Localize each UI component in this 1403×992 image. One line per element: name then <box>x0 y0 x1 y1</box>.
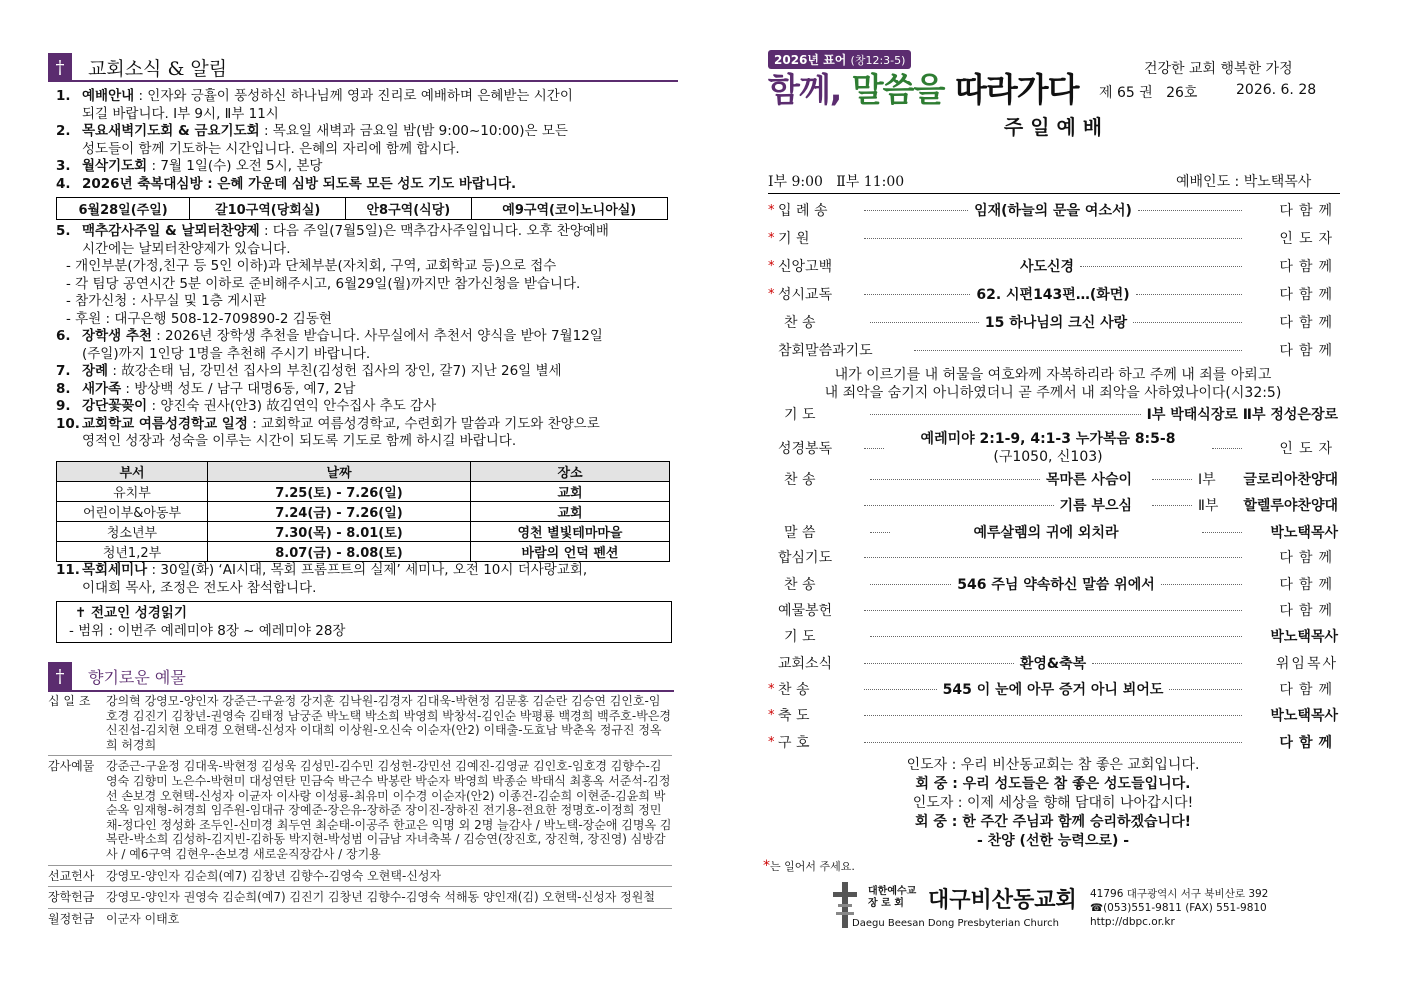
offering-header-title: 향기로운 예물 <box>88 667 186 687</box>
cross-icon: † <box>48 53 72 81</box>
theme-title: 함께, 말씀을 따라가다 <box>768 70 1079 109</box>
offering-list <box>48 694 672 926</box>
news-header-title: 교회소식 & 알림 <box>88 57 228 80</box>
visit-cell: 안8구역(식당) <box>346 198 471 220</box>
bible-reading-box <box>56 601 672 643</box>
order-row: 참회말씀과기도 다함께 <box>778 343 1338 359</box>
news-item-1: 1. 예배안내 : 인자와 긍휼이 풍성하신 하나님께 영과 진리로 예배하며 은혜받는 시간이 되길 바랍니다. Ⅰ부 9시, Ⅱ부 11시 <box>56 88 573 122</box>
table-row: 청년1,2부 8.07(금) - 8.08(토) 바람의 언덕 펜션 <box>57 542 670 562</box>
news-list-3 <box>56 562 676 597</box>
service-leader: 예배인도 : 박노택목사 <box>1176 174 1312 190</box>
church-name-en: Daegu Beesan Dong Presbyterian Church <box>852 918 1059 929</box>
order-row: * 신앙고백 사도신경 다함께 <box>768 258 1338 275</box>
order-row: 기 도 박노택목사 <box>784 629 1338 645</box>
news-header-line <box>48 80 678 82</box>
offering-header-line <box>48 690 674 692</box>
offering-row: 선교헌사 강영모-양인자 김순희(예7) 김창년 김향수-김영숙 오현택-신성자 <box>48 868 442 883</box>
table-row: 어린이부&아동부 7.24(금) - 7.26(일) 교회 <box>57 502 670 522</box>
bible-reading-range: - 범위 : 이번주 예레미야 8장 ~ 예레미야 28장 <box>69 623 346 639</box>
news-item-11: 11. 목회세미나 : 30일(화) ‘AI시대, 목회 프롬프트의 실제’ 세미나, 오전 10시 더사랑교회, 이대희 목사, 조정은 전도사 참석합니다. <box>56 562 588 596</box>
church-url[interactable]: http://dbpc.or.kr <box>1090 916 1175 928</box>
news-item-4: 4. 2026년 축복대심방 : 은혜 가운데 심방 되도록 모든 성도 기도 바랍니다. <box>56 175 517 192</box>
cross-icon: † <box>48 662 72 690</box>
camp-header: 날짜 <box>208 462 471 482</box>
camp-table <box>56 461 670 562</box>
divider <box>48 908 672 909</box>
offering-row: 월정헌금 이군자 이태호 <box>48 911 180 926</box>
table-row: 유치부 7.25(토) - 7.26(일) 교회 <box>57 482 670 502</box>
visit-cell: 6월28일(주일) <box>57 198 190 220</box>
news-item-7: 7. 장례 : 故강손태 님, 강민선 집사의 부친(김성헌 집사의 장인, 갈7) 지난 26일 별세 <box>56 363 562 379</box>
call-leader-1: 인도자 : 우리 비산동교회는 참 좋은 교회입니다. <box>906 757 1200 773</box>
bible-reading-title: ✝ 전교인 성경읽기 <box>75 605 187 621</box>
news-item-3: 3. 월삭기도회 : 7월 1일(수) 오전 5시, 본당 <box>56 158 323 174</box>
call-leader-2: 인도자 : 이제 세상을 향해 담대히 나아갑시다! <box>912 795 1194 811</box>
news-item-6: 6. 장학생 추천 : 2026년 장학생 추천을 받습니다. 사무실에서 추천서 양식을 받아 7월12일 (주일)까지 1인당 1명을 추천해 주시기 바랍니다. <box>56 328 603 362</box>
order-row: * 찬 송 545 이 눈에 아무 증거 아니 뵈어도 다함께 <box>768 681 1338 698</box>
offering-row: 십 일 조 강의혁 강영모-양인자 강준근-구윤정 강지훈 김낙원-김경자 김대욱-박현정 김문홍 김순란 김승연 김인호-임호경 김진기 김창년-권영숙 김태정 남궁준 박노택 박소희 박영희 박창석-김인순 박평룡 백경희 백주호-박은경 신진섭-김치현 오태경 오현택-신성자 이대희 이상원-오신숙 이순자(안2) 이태출-도효남 박춘옥 정규진 정옥희 허경희 <box>48 694 672 752</box>
call-congregation-1: 회 중 : 우리 성도들은 참 좋은 성도들입니다. <box>915 776 1191 792</box>
confession-verse-2: 내 죄악을 숨기지 아니하였더니 곧 주께서 내 죄악을 사하였나이다(시32:5) <box>824 385 1282 401</box>
order-row: 예물봉헌 다함께 <box>778 603 1338 619</box>
table-row: 청소년부 7.30(목) - 8.01(토) 영천 별빛테마마을 <box>57 522 670 542</box>
order-row: * 기 원 인도자 <box>768 230 1338 247</box>
order-row: 찬 송 15 하나님의 크신 사랑 다함께 <box>784 315 1338 331</box>
visit-cell: 갈10구역(당회실) <box>190 198 346 220</box>
news-list-2 <box>56 223 676 451</box>
church-phone: ☎(053)551-9811 (FAX) 551-9810 <box>1090 902 1267 914</box>
order-row: 찬 송 546 주님 약속하신 말씀 위에서 다함께 <box>784 577 1338 593</box>
news-sub: - 참가신청 : 사무실 및 1층 게시판 <box>66 293 267 309</box>
news-item-10: 10. 교회학교 여름성경학교 일정 : 교회학교 여름성경학교, 수련회가 말씀과 기도와 찬양으로 영적인 성장과 성숙을 이루는 시간이 되도록 기도로 함께 하시길 바랍니다. <box>56 415 600 449</box>
order-row: 합심기도 다함께 <box>778 550 1338 566</box>
camp-header: 부서 <box>57 462 208 482</box>
service-times: Ⅰ부 9:00 Ⅱ부 11:00 <box>768 174 905 190</box>
order-row: 성경봉독 예레미야 2:1-9, 4:1-3 누가복음 8:5-8 (구1050, 신103) 인도자 <box>778 431 1338 465</box>
issue-number: 제 65 권 26호 <box>1099 85 1198 101</box>
order-row: 찬 송 목마른 사슴이 Ⅰ부 글로리아찬양대 <box>784 472 1338 488</box>
closing-hymn: - 찬양 (선한 능력으로) - <box>976 833 1130 849</box>
church-address: 41796 대구광역시 서구 북비산로 392 <box>1090 888 1269 900</box>
theme-badge: 2026년 표어 (창12:3-5) <box>768 50 911 69</box>
news-sub: - 개인부분(가정,친구 등 5인 이하)과 단체부분(자치회, 구역, 교회학교 등)으로 접수 <box>66 258 557 274</box>
news-item-5: 5. 맥추감사주일 & 날뫼터찬양제 : 다음 주일(7월5일)은 맥추감사주일입니다. 오후 찬양예배 시간에는 날뫼터찬양제가 있습니다. <box>56 223 609 257</box>
divider <box>48 886 672 887</box>
offering-row: 장학헌금 강영모-양인자 권영숙 김순희(예7) 김진기 김창년 김향수-김영숙 석해동 양인재(김) 오현택-신성자 정원철 <box>48 890 655 905</box>
offering-row: 감사예물 강준근-구윤정 김대욱-박현정 김성욱 김성민-김수민 김성헌-강민선 김예진-김영균 김인호-임호경 김향수-김영숙 김향미 노은수-박현미 대성연탄 민금숙 박근수 박봉란 박순자 박영희 박종순 박태식 최홍옥 서준석-김정선 손보경 오현택-신성자 이균자 이사랑 이성룡-최유미 이수경 이순자(안2) 이종건-김순희 이현준-김윤희 박순옥 임재형-허경희 임주원-임대규 장예준-장은유-장하준 장이진-장하진 전기용-전요한 정명호-이정희 정민채-정다인 정성화 조두인-신미경 최두연 최순태-이공주 한교은 익명 외 2명 늘감사 / 박노택-장순애 김명옥 김복란-박소희 김성하-김지빈-김하동 박지현-박성범 이금남 자녀축복 / 김승연(장진호, 장진혁, 장진영) 심방감사 / 예6구역 김현우-손보경 새로운직장감사 / 장기용 <box>48 759 672 861</box>
church-contact <box>1090 887 1268 929</box>
camp-header: 장소 <box>471 462 670 482</box>
responsive-calls <box>768 756 1338 851</box>
church-name: 대구비산동교회 <box>928 888 1077 913</box>
news-item-2: 2. 목요새벽기도회 & 금요기도회 : 목요일 새벽과 금요일 밤(밤 9:00~10:00)은 모든 성도들이 함께 기도하는 시간입니다. 은혜의 자리에 함께 합시다. <box>56 123 568 157</box>
order-row: 말 씀 예루살렘의 귀에 외치라 박노택목사 <box>784 525 1338 541</box>
denomination: 대한예수교 장 로 회 <box>868 886 917 909</box>
order-row: * 입 례 송 임재(하늘의 문을 여소서) 다함께 <box>768 202 1338 219</box>
call-congregation-2: 회 중 : 한 주간 주님과 함께 승리하겠습니다! <box>914 814 1191 830</box>
confession-verse-1: 내가 이르기를 내 허물을 여호와께 자복하리라 하고 주께 내 죄를 아뢰고 <box>834 367 1272 383</box>
divider <box>48 755 672 756</box>
news-sub: - 후원 : 대구은행 508-12-709890-2 김동현 <box>66 310 332 327</box>
news-sub: - 각 팀당 공연시간 5분 이하로 준비해주시고, 6월29일(월)까지만 참가신청을 받습니다. <box>66 275 581 292</box>
standing-note: *는 일어서 주세요. <box>763 858 855 874</box>
order-row: * 축 도 박노택목사 <box>768 707 1338 724</box>
news-item-9: 9. 강단꽃꽂이 : 양진숙 권사(안3) 故김연익 안수집사 추도 감사 <box>56 398 437 414</box>
divider <box>48 865 672 866</box>
camp-header-row <box>57 462 670 482</box>
order-row: 기름 부으심 Ⅱ부 할렐루야찬양대 <box>768 493 1338 517</box>
page-title: 주 일 예 배 <box>1003 115 1103 139</box>
issue-date: 2026. 6. 28 <box>1236 82 1317 98</box>
divider <box>768 193 1340 194</box>
order-row: 기 도 Ⅰ부 박태식장로 Ⅱ부 정성은장로 <box>784 407 1338 423</box>
news-header <box>48 53 227 81</box>
visit-cell: 예9구역(코이노니아실) <box>471 198 667 220</box>
offering-header <box>48 662 186 690</box>
order-row: 교회소식 환영&축복 위임목사 <box>778 656 1338 672</box>
order-row: * 구 호 다함께 <box>768 734 1338 751</box>
visit-table <box>56 197 668 220</box>
order-row: * 성시교독 62. 시편143편…(화면) 다함께 <box>768 286 1338 303</box>
news-item-8: 8. 새가족 : 방상백 성도 / 남구 대명6동, 예7, 2남 <box>56 380 356 397</box>
motto: 건강한 교회 행복한 가정 <box>1144 61 1293 77</box>
news-list <box>56 88 676 193</box>
